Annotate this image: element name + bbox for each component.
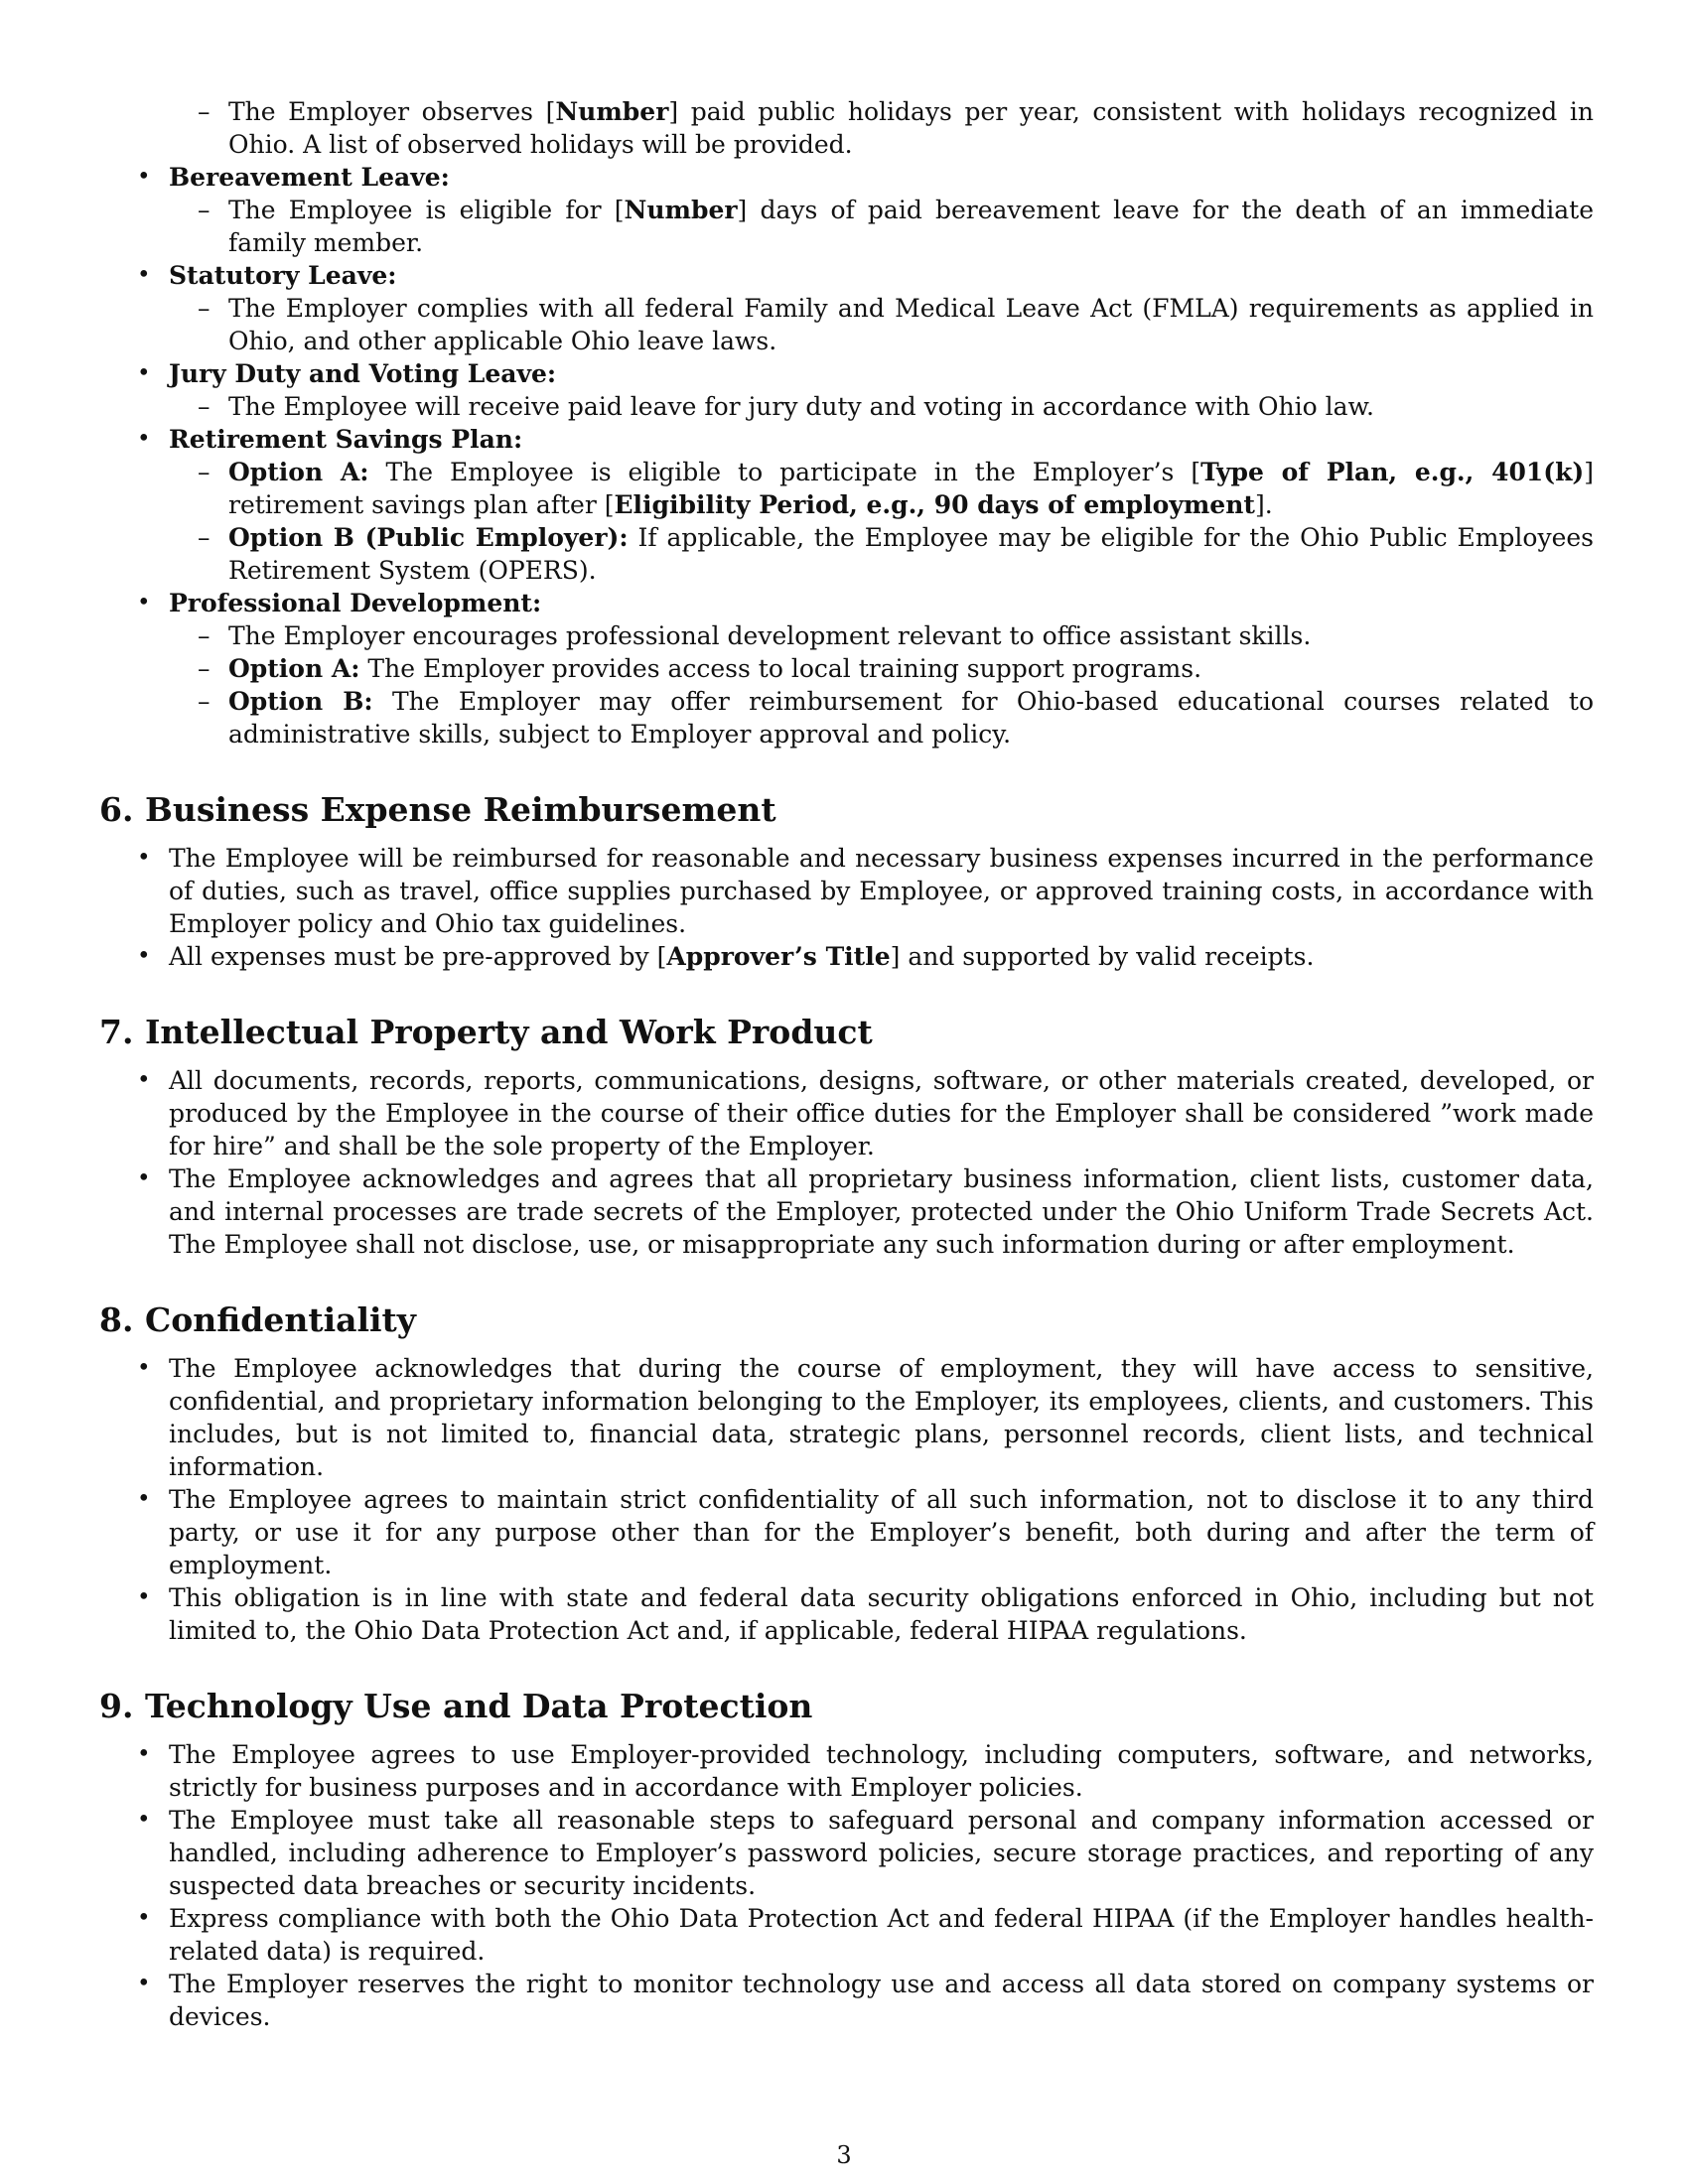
statutory-list — [99, 259, 1594, 292]
professional-list — [99, 587, 1594, 619]
jury-list — [99, 357, 1594, 390]
section-6-item-1: • The Employee will be reimbursed for reasonable and necessary business expenses incurred in the performance of duties, such as travel, office supplies purchased by Employee, or approved training costs, in accordance with Employer policy and Ohio tax guidelines. — [99, 842, 1594, 940]
section-7-item-2: • The Employee acknowledges and agrees that all proprietary business information, client lists, customer data, and internal processes are trade secrets of the Employer, protected under the Ohio Uniform Trade Secrets Act. The Employee shall not disclose, use, or misappropriate any such information during or after employment. — [99, 1162, 1594, 1261]
bereavement-item — [99, 161, 1594, 194]
bereavement-label: Bereavement Leave: — [169, 163, 450, 192]
section-9-item-1: • The Employee agrees to use Employer-provided technology, including computers, software, and networks, strictly for business purposes and in accordance with Employer policies. — [99, 1738, 1594, 1804]
section-7-item-1: • All documents, records, reports, communications, designs, software, or other materials created, developed, or produced by the Employee in the course of their office duties for the Employer shall be considered ”work made for hire” and shall be the sole property of the Employer. — [99, 1064, 1594, 1162]
professional-option-a: – Option A: The Employer provides access to local training support programs. — [99, 652, 1594, 685]
retirement-option-a: – Option A: The Employee is eligible to participate in the Employer’s [Type of Plan, e.g., 401(k)] retirement savings plan after [Eligibility Period, e.g., 90 days of employment]. — [99, 456, 1594, 521]
page-number: 3 — [836, 2141, 852, 2169]
statutory-sublist — [99, 292, 1594, 357]
retirement-list — [99, 423, 1594, 456]
section-7-list — [99, 1064, 1594, 1261]
section-8-item-2: • The Employee agrees to maintain strict confidentiality of all such information, not to disclose it to any third party, or use it for any purpose other than for the Employer’s benefit, both during and after the term of employment. — [99, 1483, 1594, 1581]
section-7-heading: 7. Intellectual Property and Work Product — [99, 1013, 873, 1051]
section-8-heading: 8. Confidentiality — [99, 1300, 416, 1339]
jury-detail: – The Employee will receive paid leave for jury duty and voting in accordance with Ohio law. — [99, 390, 1594, 423]
bereavement-sublist — [99, 194, 1594, 259]
document-page — [99, 95, 1594, 2033]
professional-sublist — [99, 619, 1594, 751]
section-9-list — [99, 1738, 1594, 2033]
professional-item — [99, 587, 1594, 619]
professional-label: Professional Development: — [169, 589, 542, 617]
retirement-item — [99, 423, 1594, 456]
benefits-list — [99, 161, 1594, 194]
section-6-list — [99, 842, 1594, 973]
retirement-sublist — [99, 456, 1594, 587]
holidays-item: – The Employer observes [Number] paid public holidays per year, consistent with holidays recognized in Ohio. A list of observed holidays will be provided. — [99, 95, 1594, 161]
jury-item — [99, 357, 1594, 390]
section-9-item-3: • Express compliance with both the Ohio Data Protection Act and federal HIPAA (if the Employer handles health-related data) is required. — [99, 1902, 1594, 1968]
professional-line1: – The Employer encourages professional development relevant to office assistant skills. — [99, 619, 1594, 652]
section-9-item-4: • The Employer reserves the right to monitor technology use and access all data stored on company systems or devices. — [99, 1968, 1594, 2033]
statutory-detail: – The Employer complies with all federal Family and Medical Leave Act (FMLA) requirements as applied in Ohio, and other applicable Ohio leave laws. — [99, 292, 1594, 357]
retirement-option-b: – Option B (Public Employer): If applicable, the Employee may be eligible for the Ohio Public Employees Retirement System (OPERS). — [99, 521, 1594, 587]
jury-label: Jury Duty and Voting Leave: — [169, 359, 557, 388]
section-9-heading: 9. Technology Use and Data Protection — [99, 1687, 813, 1725]
professional-option-b: – Option B: The Employer may offer reimbursement for Ohio-based educational courses related to administrative skills, subject to Employer approval and policy. — [99, 685, 1594, 751]
section-6-heading: 6. Business Expense Reimbursement — [99, 790, 776, 829]
section-9-item-2: • The Employee must take all reasonable steps to safeguard personal and company information accessed or handled, including adherence to Employer’s password policies, secure storage practices, and reporting of any suspected data breaches or security incidents. — [99, 1804, 1594, 1902]
section-8-item-3: • This obligation is in line with state and federal data security obligations enforced in Ohio, including but not limited to, the Ohio Data Protection Act and, if applicable, federal HIPAA regulations. — [99, 1581, 1594, 1647]
section-8-item-1: • The Employee acknowledges that during the course of employment, they will have access to sensitive, confidential, and proprietary information belonging to the Employer, its employees, clients, and customers. This includes, but is not limited to, financial data, strategic plans, personnel records, client lists, and technical information. — [99, 1352, 1594, 1483]
section-6-item-2: • All expenses must be pre-approved by [Approver’s Title] and supported by valid receipts. — [99, 940, 1594, 973]
holidays-sublist — [99, 95, 1594, 161]
jury-sublist — [99, 390, 1594, 423]
statutory-label: Statutory Leave: — [169, 261, 397, 290]
bereavement-detail: – The Employee is eligible for [Number] days of paid bereavement leave for the death of an immediate family member. — [99, 194, 1594, 259]
statutory-item — [99, 259, 1594, 292]
section-8-list — [99, 1352, 1594, 1647]
retirement-label: Retirement Savings Plan: — [169, 425, 523, 454]
